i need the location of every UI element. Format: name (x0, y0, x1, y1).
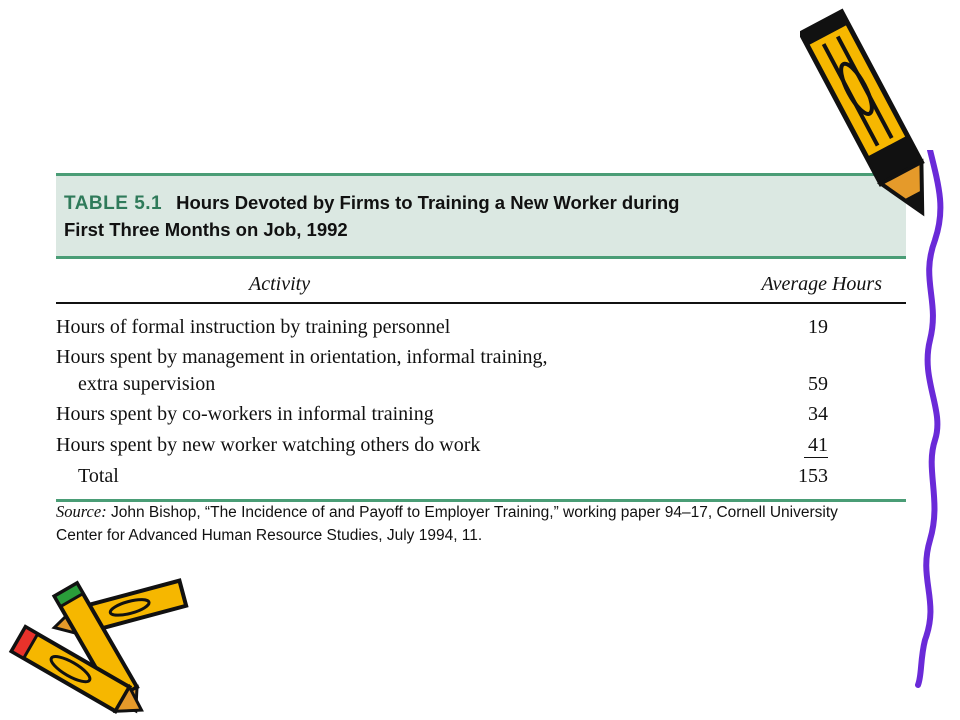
source-line2: Center for Advanced Human Resource Studies, July 1994, 11. (56, 527, 483, 544)
row-label-management-line1: Hours spent by management in orientation, informal training, (56, 346, 548, 368)
row-value-formal-instruction: 19 (808, 316, 828, 338)
row-value-total: 153 (798, 465, 828, 487)
row-value-management: 59 (808, 373, 828, 395)
row-value-coworkers: 34 (808, 403, 828, 425)
column-header-average-hours: Average Hours (761, 273, 882, 295)
table-title-line1: Hours Devoted by Firms to Training a New Worker during (176, 192, 680, 213)
row-label-coworkers: Hours spent by co-workers in informal training (56, 403, 434, 425)
row-value-watching: 41 (808, 434, 828, 456)
training-table (56, 173, 906, 502)
row-label-total: Total (78, 465, 119, 487)
table-title-line2: First Three Months on Job, 1992 (64, 219, 348, 240)
column-header-activity: Activity (249, 273, 311, 295)
table-body (56, 304, 906, 502)
row-label-watching: Hours spent by new worker watching others do work (56, 434, 481, 456)
table-header (56, 173, 906, 259)
table-label: TABLE 5.1 (64, 193, 163, 214)
source-prefix: Source: (56, 502, 107, 521)
row-label-formal-instruction: Hours of formal instruction by training personnel (56, 316, 451, 338)
sum-underline (804, 457, 828, 458)
row-label-management-line2: extra supervision (78, 373, 216, 395)
source-line1: John Bishop, “The Incidence of and Payoff to Employer Training,” working paper 94–17, Cornell University (106, 504, 838, 521)
squiggle-decoration-icon (900, 150, 960, 690)
source-note (56, 500, 916, 547)
column-headers (56, 259, 906, 304)
pencils-bottom-left-icon (0, 575, 200, 720)
